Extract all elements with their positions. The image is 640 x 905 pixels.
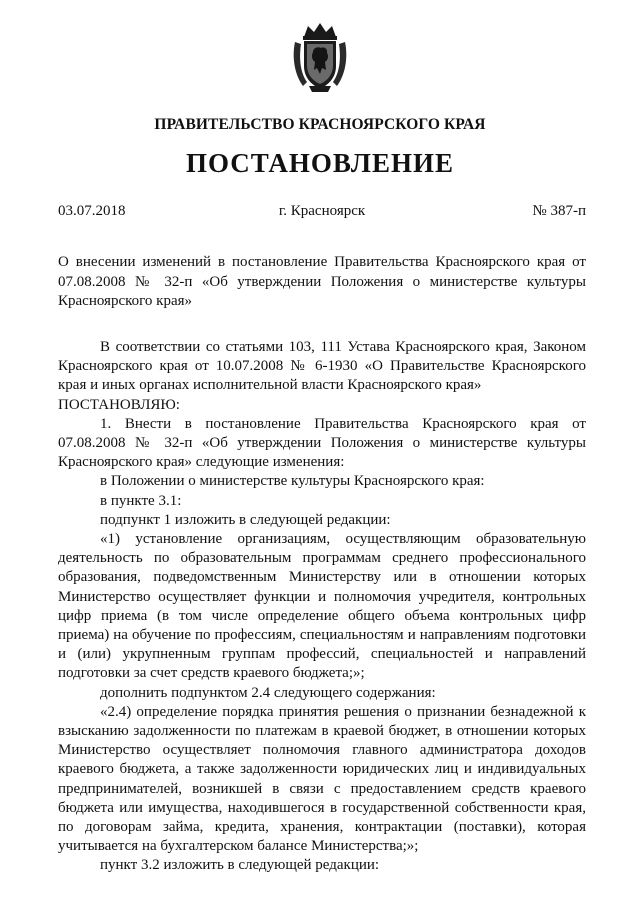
- document-number: № 387-п: [532, 203, 586, 219]
- body-line: подпункт 1 изложить в следующей редакции:: [100, 511, 391, 528]
- organization-name: ПРАВИТЕЛЬСТВО КРАСНОЯРСКОГО КРАЯ: [154, 116, 486, 133]
- body-line: в пункте 3.1:: [100, 492, 182, 509]
- document-city: г. Красноярск: [278, 203, 366, 219]
- coat-of-arms-emblem: [291, 22, 349, 94]
- preamble-paragraph: В соответствии со статьями 103, 111 Устава Красноярского края, Законом Красноярского края от 10.07.2008 № 6-1930 «О Правительстве Красноярского края и иных органах исполнительной власти Красноярского края»: [58, 339, 586, 394]
- document-title: ПОСТАНОВЛЕНИЕ: [185, 148, 455, 178]
- document-date: 03.07.2018: [58, 203, 126, 219]
- quote-paragraph: «2.4) определение порядка принятия решения о признании безнадежной к взысканию задолженности по платежам в краевой бюджет, в отношении которых Министерство осуществляет полномочия главного администратора доходов краевого бюджета, а также задолженности юридических лиц и индивидуальных предпринимателей, возникшей в связи с предоставлением средств краевого бюджета или имущества, находившегося в государственной собственности края, по договорам займа, кредита, хранения, контрактации (поставки), которая учитывается на бухгалтерском балансе Министерства;»;: [58, 703, 586, 855]
- body-line: пункт 3.2 изложить в следующей редакции:: [100, 857, 380, 874]
- body-line: дополнить подпунктом 2.4 следующего содержания:: [100, 684, 436, 701]
- body-line: в Положении о министерстве культуры Красноярского края:: [100, 473, 485, 490]
- document-subject: О внесении изменений в постановление Правительства Красноярского края от 07.08.2008 № 32-п «Об утверждении Положения о министерстве культуры Красноярского края»: [58, 254, 586, 309]
- quote-paragraph: «1) установление организациям, осуществляющим образовательную деятельность по образовательным программам среднего профессионального образования, подведомственным Министерству или в отношении которых Министерство осуществляет функции и полномочия учредителя, контрольных цифр приема (в том числе определение общего объема контрольных цифр приема) на обучение по профессиям, специальностям и направлениям подготовки и (или) укрупненным группам профессий, специальностей и направлений подготовки за счет средств краевого бюджета;»;: [58, 531, 586, 682]
- item-1-paragraph: 1. Внести в постановление Правительства Красноярского края от 07.08.2008 № 32-п «Об утверждении Положения о министерстве культуры Красноярского края» следующие изменения:: [58, 415, 586, 471]
- resolve-heading: ПОСТАНОВЛЯЮ:: [58, 396, 180, 413]
- document-meta: [58, 203, 586, 223]
- document-body: [58, 338, 586, 876]
